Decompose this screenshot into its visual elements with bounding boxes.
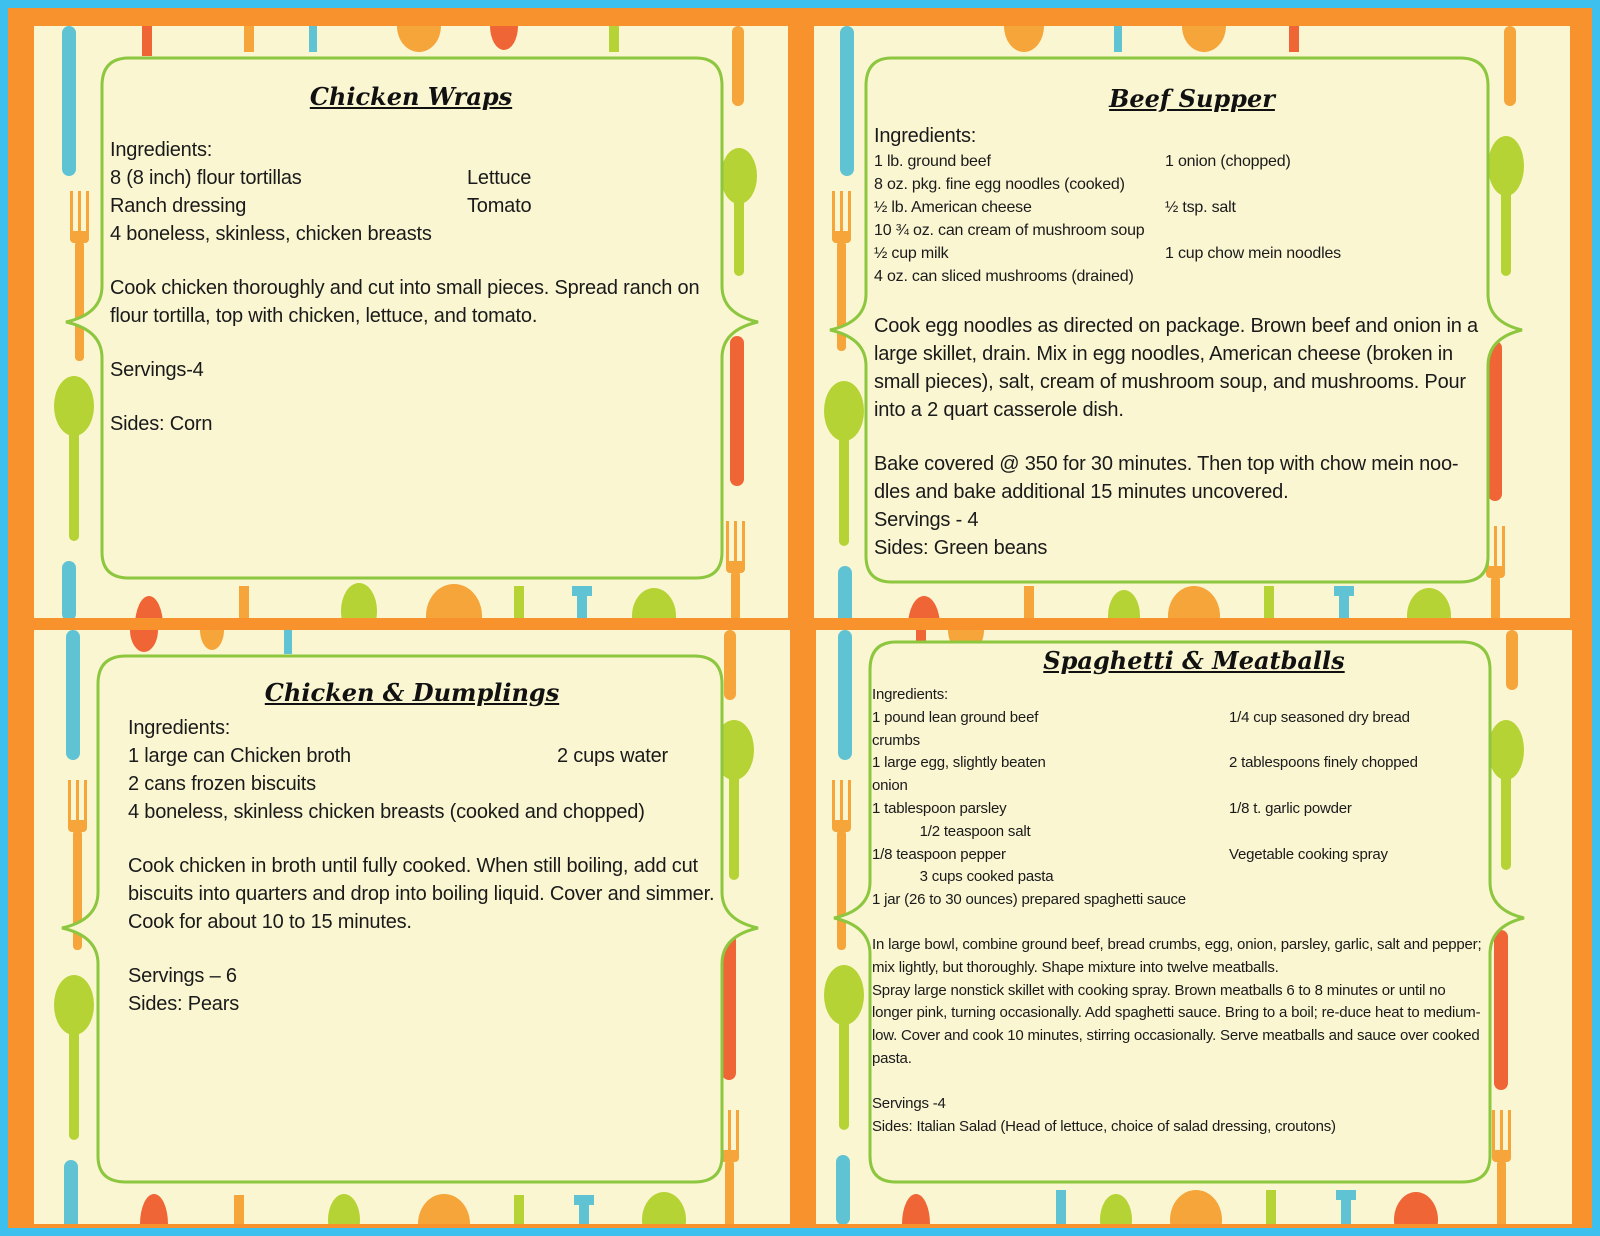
ingredient-item: 10 ¾ oz. can cream of mushroom soup	[874, 222, 1145, 239]
recipe-card-chicken-dumplings	[34, 630, 790, 1224]
recipe-title: Chicken & Dumplings	[264, 678, 560, 707]
ingredients-label: Ingredients:	[110, 139, 213, 161]
ingredient-item: 1 jar (26 to 30 ounces) prepared spaghetti sauce	[872, 891, 1186, 909]
ingredient-item: 8 oz. pkg. fine egg noodles (cooked)	[874, 176, 1125, 193]
ingredient-row	[128, 770, 718, 798]
directions-text: Cook egg noodles as directed on package. Brown beef and onion in a large skillet, drain. Mix in egg noodles, American cheese (broken in small pieces), salt, cream of mushroom soup, and mushrooms. Pour into a 2 quart casserole dish.	[874, 315, 1478, 421]
ingredient-row	[872, 730, 1488, 753]
servings-text: Servings-4	[110, 359, 204, 381]
ingredient-row	[872, 866, 1488, 889]
ingredient-row	[872, 889, 1488, 912]
ingredient-item: Tomato	[467, 195, 532, 217]
ingredient-item: 1/8 teaspoon pepper	[872, 845, 1006, 863]
ingredient-item: 8 (8 inch) flour tortillas	[110, 167, 302, 189]
ingredient-item: 1 tablespoon parsley	[872, 799, 1007, 817]
ingredient-item: Ranch dressing	[110, 195, 247, 217]
ingredient-row	[128, 742, 718, 770]
ingredient-item: ½ cup milk	[874, 245, 949, 262]
ingredients-label: Ingredients:	[874, 125, 977, 147]
recipe-body	[874, 122, 1486, 562]
servings-text: Servings – 6	[128, 965, 237, 987]
ingredient-item: 1/4 cup seasoned dry bread	[1229, 708, 1410, 726]
recipe-card-spaghetti-meatballs	[816, 630, 1572, 1224]
ingredient-item: 1/8 t. garlic powder	[1229, 799, 1352, 817]
sides-text: Sides: Green beans	[874, 537, 1048, 559]
sides-text: Sides: Corn	[110, 413, 213, 435]
ingredient-item: 1 lb. ground beef	[874, 153, 991, 170]
ingredients-label: Ingredients:	[128, 717, 231, 739]
recipe-body	[872, 684, 1488, 1138]
ingredient-row	[874, 173, 1486, 196]
directions-text: In large bowl, combine ground beef, bread crumbs, egg, onion, parsley, garlic, salt and pepper; mix lightly, but thoroughly. Shape mixture into twelve meatballs.	[872, 935, 1482, 976]
ingredient-row	[874, 219, 1486, 242]
ingredient-row	[110, 192, 730, 220]
recipe-card-beef-supper	[814, 26, 1570, 618]
recipe-body	[128, 714, 718, 1018]
ingredient-row	[872, 707, 1488, 730]
ingredient-row	[872, 752, 1488, 775]
ingredient-item: 4 boneless, skinless, chicken breasts	[110, 223, 432, 245]
ingredient-item: 1 large egg, slightly beaten	[872, 754, 1046, 772]
sides-text: Sides: Italian Salad (Head of lettuce, choice of salad dressing, croutons)	[872, 1117, 1336, 1135]
cooking-text: Spray large nonstick skillet with cooking spray. Brown meatballs 6 to 8 minutes or until no longer pink, turning occasionally. Add spaghetti sauce. Bring to a boil; re-duce heat to medium-low. Cover and cook 10 minutes, stirring occasionally. Serve meatballs and sauce over cooked pasta.	[872, 981, 1481, 1067]
ingredient-row	[874, 150, 1486, 173]
ingredient-item: 1 large can Chicken broth	[128, 745, 351, 767]
ingredient-item: ½ tsp. salt	[1165, 199, 1236, 216]
ingredient-item: 1 pound lean ground beef	[872, 708, 1039, 726]
servings-text: Servings - 4	[874, 509, 979, 531]
directions-text: Cook chicken in broth until fully cooked. When still boiling, add cut biscuits into quarters and drop into boiling liquid. Cover and simmer. Cook for about 10 to 15 minutes.	[128, 855, 715, 933]
ingredient-item: crumbs	[872, 731, 920, 749]
ingredient-row	[874, 242, 1486, 265]
ingredient-item: 4 boneless, skinless chicken breasts (cooked and chopped)	[128, 801, 645, 823]
ingredient-item: onion	[872, 777, 908, 795]
servings-text: Servings -4	[872, 1094, 946, 1112]
ingredient-item: 1 onion (chopped)	[1165, 153, 1291, 170]
ingredient-row	[872, 798, 1488, 821]
recipe-sheet	[8, 8, 1592, 1228]
recipe-title: Beef Supper	[1109, 84, 1275, 113]
ingredient-item: Lettuce	[467, 167, 532, 189]
baking-text: Bake covered @ 350 for 30 minutes. Then top with chow mein noo-dles and bake additional 15 minutes uncovered.	[874, 453, 1459, 503]
ingredient-item: 2 tablespoons finely chopped	[1229, 754, 1418, 772]
ingredient-item: Vegetable cooking spray	[1229, 845, 1388, 863]
ingredient-row	[872, 821, 1488, 844]
ingredient-item: 1/2 teaspoon salt	[872, 822, 1031, 840]
ingredient-row	[874, 196, 1486, 219]
ingredient-row	[872, 775, 1488, 798]
ingredient-item: 1 cup chow mein noodles	[1165, 245, 1341, 262]
ingredients-label: Ingredients:	[872, 686, 948, 703]
ingredient-row	[110, 164, 730, 192]
ingredient-item: 2 cups water	[557, 745, 668, 767]
recipe-title: Spaghetti & Meatballs	[1043, 646, 1345, 675]
ingredient-item: ½ lb. American cheese	[874, 199, 1032, 216]
recipe-body	[110, 136, 730, 438]
ingredient-item: 3 cups cooked pasta	[872, 868, 1054, 886]
ingredient-row	[872, 844, 1488, 867]
ingredient-row	[128, 798, 718, 826]
recipe-card-chicken-wraps	[34, 26, 788, 618]
ingredient-item: 4 oz. can sliced mushrooms (drained)	[874, 268, 1134, 285]
directions-text: Cook chicken thoroughly and cut into small pieces. Spread ranch on flour tortilla, top with chicken, lettuce, and tomato.	[110, 277, 700, 327]
recipe-title: Chicken Wraps	[309, 82, 513, 111]
ingredient-row	[874, 265, 1486, 288]
ingredient-item: 2 cans frozen biscuits	[128, 773, 316, 795]
sides-text: Sides: Pears	[128, 993, 239, 1015]
